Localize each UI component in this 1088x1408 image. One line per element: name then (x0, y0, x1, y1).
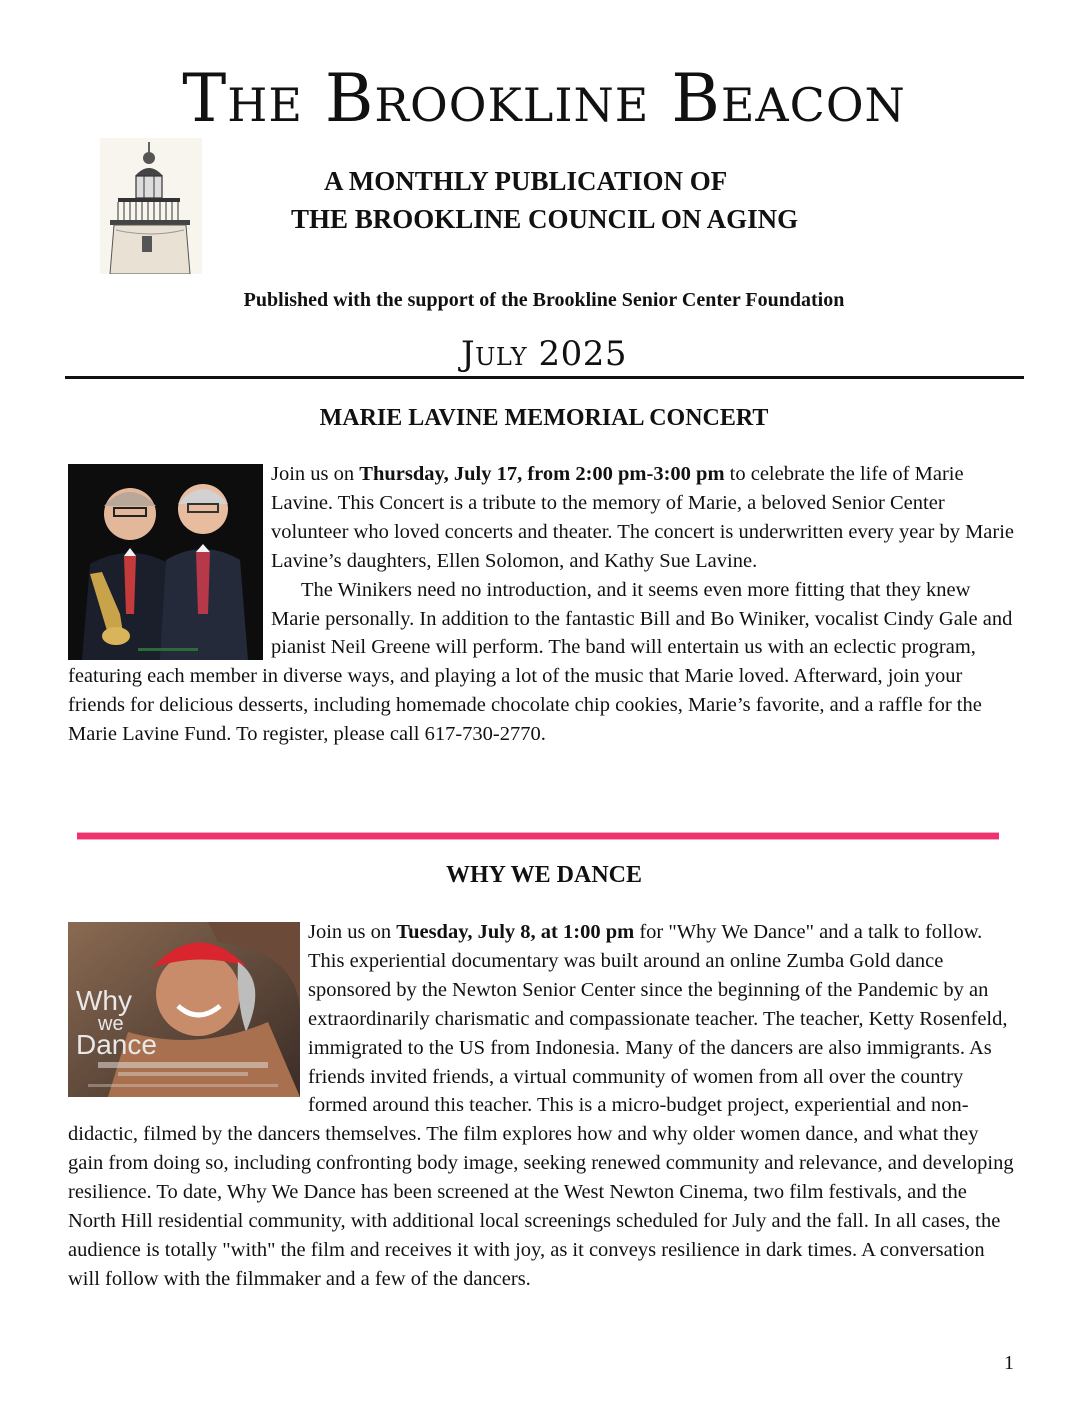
poster-title-we: we (98, 1013, 124, 1035)
winikers-photo (68, 464, 263, 660)
dance-date-time: Tuesday, July 8, at 1:00 pm (396, 921, 635, 943)
issue-date: July 2025 (461, 334, 627, 374)
article-dance: Why we Dance Join us on Tuesday, July 8, at 1:00 pm for "Why We Dance" and a talk to follow. This experiential documentary was built around an online Zumba Gold dance sponsored by the Newton Senior Center since the beginning of the Pandemic by an extraordinarily charismatic and compassionate teacher. The teacher, Ketty Rosenfeld, immigrated to the US from Indonesia. Many of the dancers are also immigrants. As friends invited friends, a virtual community of women from all over the country formed around this teacher. This is a micro-budget project, experiential and non-didactic, filmed by the dancers themselves. The film explores how and why older women dance, and what they gain from doing so, including confronting body image, seeking renewed community and relevance, and developing resilience. To date, Why We Dance has been screened at the West Newton Cinema, two film festivals, and the North Hill residential community, with additional local screenings scheduled for July and the fall. In all cases, the audience is totally "with" the film and receives it with joy, as it conveys resilience in dark times. A conversation will follow with the filmmaker and a few of the dancers. (68, 921, 1014, 1290)
why-we-dance-poster (68, 922, 300, 1097)
page-number: 1 (1004, 1352, 1014, 1374)
subtitle-line-1: A MONTHLY PUBLICATION OF (324, 166, 728, 196)
concert-date-time: Thursday, July 17, from 2:00 pm-3:00 pm (359, 463, 725, 485)
lighthouse-illustration (100, 138, 202, 274)
newsletter-title: The Brookline Beacon (182, 60, 906, 137)
poster-title-dance: Dance (76, 1029, 157, 1060)
support-line: Published with the support of the Brookline Senior Center Foundation (243, 289, 845, 311)
article-concert: Join us on Thursday, July 17, from 2:00 pm-3:00 pm to celebrate the life of Marie Lavine. This Concert is a tribute to the memory of Marie, a beloved Senior Center volunteer who loved concerts and theater. The concert is underwritten every year by Marie Lavine’s daughters, Ellen Solomon, and Kathy Sue Lavine. The Winikers need no introduction, and it seems even more fitting that they knew Marie personally. In addition to the fantastic Bill and Bo Winiker, vocalist Cindy Gale and pianist Neil Greene will perform. The band will entertain us with an eclectic program, featuring each member in diverse ways, and playing a lot of the music that Marie loved. Afterward, join your friends for delicious desserts, including homemade chocolate chip cookies, Marie’s favorite, and a raffle for the Marie Lavine Fund. To register, please call 617-730-2770. (68, 460, 1018, 749)
subtitle-line-2: THE BROOKLINE COUNCIL ON AGING (291, 204, 799, 234)
header-divider (65, 376, 1024, 379)
concert-paragraph-2: The Winikers need no introduction, and it seems even more fitting that they knew Marie personally. In addition to the fantastic Bill and Bo Winiker, vocalist Cindy Gale and pianist Neil Greene will perform. The band will entertain us with an eclectic program, featuring each member in diverse ways, and playing a lot of the music that Marie loved. Afterward, join your friends for delicious desserts, including homemade chocolate chip cookies, Marie’s favorite, and a raffle for the Marie Lavine Fund. To register, please call 617-730-2770. (68, 578, 1013, 746)
section-divider (77, 832, 999, 840)
poster-title-why: Why (76, 985, 132, 1016)
article-heading-concert: MARIE LAVINE MEMORIAL CONCERT (319, 405, 769, 431)
article-heading-dance: WHY WE DANCE (445, 862, 643, 888)
